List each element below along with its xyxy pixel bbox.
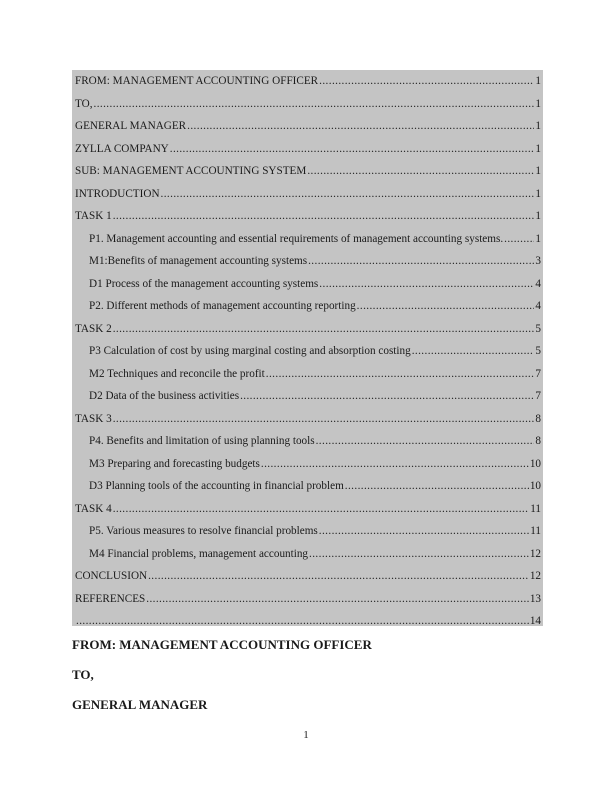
toc-entry-text: M4 Financial problems, management accounting (89, 548, 309, 560)
toc-entry[interactable] (75, 207, 541, 223)
toc-leader-dots (113, 322, 535, 336)
toc-entry-text: CONCLUSION (75, 570, 148, 582)
toc-entry-page: 10 (529, 458, 541, 470)
toc-entry-text: D2 Data of the business activities (89, 390, 240, 402)
toc-entry-page: 4 (535, 278, 541, 290)
toc-leader-dots (266, 367, 535, 381)
toc-entry-page: 13 (529, 593, 541, 605)
general-manager-heading: GENERAL MANAGER (72, 697, 208, 712)
toc-entry-text: M2 Techniques and reconcile the profit (89, 368, 265, 380)
toc-entry[interactable] (75, 162, 541, 178)
toc-entry-page: 1 (535, 75, 541, 87)
toc-entry[interactable] (89, 365, 541, 381)
toc-entry-page: 3 (535, 255, 541, 267)
toc-entry-text: TO, (75, 98, 93, 110)
toc-entry-text: ZYLLA COMPANY (75, 143, 169, 155)
toc-entry-page: 12 (529, 570, 541, 582)
toc-entry-page: 11 (530, 525, 541, 537)
toc-entry-page: 5 (535, 323, 541, 335)
toc-leader-dots (94, 97, 535, 111)
toc-entry[interactable] (89, 432, 541, 448)
toc-entry-text: P5. Various measures to resolve financial problems (89, 525, 318, 537)
toc-entry[interactable] (75, 140, 541, 156)
toc-entry[interactable] (89, 455, 541, 471)
toc-entry[interactable] (75, 72, 541, 88)
toc-entry[interactable] (75, 567, 541, 583)
table-of-contents (72, 70, 543, 626)
toc-entry-page: 7 (535, 390, 541, 402)
toc-entry-text: P1. Management accounting and essential requirements of management accounting systems. (89, 233, 504, 245)
toc-leader-dots (113, 502, 530, 516)
toc-entry-page: 1 (535, 165, 541, 177)
toc-leader-dots (412, 344, 535, 358)
toc-leader-dots (357, 299, 535, 313)
toc-entry-page: 11 (530, 503, 541, 515)
toc-leader-dots (240, 389, 534, 403)
toc-entry-text: SUB: MANAGEMENT ACCOUNTING SYSTEM (75, 165, 307, 177)
toc-leader-dots (170, 142, 535, 156)
toc-entry-page: 14 (529, 615, 541, 627)
toc-leader-dots (113, 412, 535, 426)
toc-entry[interactable] (75, 612, 541, 628)
toc-leader-dots (76, 614, 529, 628)
toc-entry-text: TASK 1 (75, 210, 112, 222)
toc-entry-page: 1 (535, 98, 541, 110)
toc-leader-dots (113, 209, 535, 223)
toc-entry[interactable] (89, 275, 541, 291)
toc-entry-page: 10 (529, 480, 541, 492)
toc-leader-dots (319, 524, 529, 538)
toc-entry-text: D1 Process of the management accounting systems (89, 278, 319, 290)
toc-leader-dots (319, 74, 534, 88)
toc-entry-text: GENERAL MANAGER (75, 120, 187, 132)
toc-entry-page: 1 (535, 210, 541, 222)
from-heading: FROM: MANAGEMENT ACCOUNTING OFFICER (72, 637, 372, 652)
toc-entry-text: M3 Preparing and forecasting budgets (89, 458, 260, 470)
toc-entry-text: D3 Planning tools of the accounting in financial problem (89, 480, 344, 492)
toc-leader-dots (319, 277, 534, 291)
toc-entry-page: 8 (535, 435, 541, 447)
toc-leader-dots (187, 119, 534, 133)
toc-entry[interactable] (89, 477, 541, 493)
toc-entry-page: 12 (529, 548, 541, 560)
page-number: 1 (303, 729, 309, 741)
toc-leader-dots (316, 434, 535, 448)
toc-leader-dots (307, 164, 534, 178)
toc-entry[interactable] (75, 95, 541, 111)
toc-entry-text: P2. Different methods of management accounting reporting (89, 300, 356, 312)
toc-entry-page: 5 (535, 345, 541, 357)
toc-entry-page: 7 (535, 368, 541, 380)
toc-entry-text: TASK 2 (75, 323, 112, 335)
toc-entry[interactable] (75, 117, 541, 133)
toc-entry[interactable] (75, 500, 541, 516)
toc-entry-page: 1 (535, 143, 541, 155)
toc-entry-page: 1 (535, 188, 541, 200)
toc-entry-text: INTRODUCTION (75, 188, 160, 200)
toc-entry-text: P3 Calculation of cost by using marginal costing and absorption costing (89, 345, 411, 357)
toc-leader-dots (504, 232, 534, 246)
toc-leader-dots (161, 187, 535, 201)
toc-entry-page: 1 (535, 120, 541, 132)
toc-entry[interactable] (75, 185, 541, 201)
toc-leader-dots (261, 457, 529, 471)
toc-entry[interactable] (89, 522, 541, 538)
to-heading: TO, (72, 667, 94, 682)
toc-entry-text: TASK 3 (75, 413, 112, 425)
toc-entry[interactable] (75, 590, 541, 606)
toc-leader-dots (148, 569, 529, 583)
toc-entry-text: M1:Benefits of management accounting systems (89, 255, 308, 267)
toc-entry-text: P4. Benefits and limitation of using planning tools (89, 435, 315, 447)
toc-entry[interactable] (89, 387, 541, 403)
toc-entry-page: 8 (535, 413, 541, 425)
toc-entry[interactable] (89, 297, 541, 313)
toc-leader-dots (308, 254, 534, 268)
toc-leader-dots (146, 592, 529, 606)
toc-entry-page: 1 (535, 233, 541, 245)
toc-entry[interactable] (89, 252, 541, 268)
toc-leader-dots (309, 547, 529, 561)
toc-entry-text: FROM: MANAGEMENT ACCOUNTING OFFICER (75, 75, 319, 87)
toc-entry-text: REFERENCES (75, 593, 146, 605)
toc-leader-dots (345, 479, 529, 493)
toc-entry[interactable] (89, 545, 541, 561)
toc-entry[interactable] (75, 410, 541, 426)
toc-entry[interactable] (89, 342, 541, 358)
toc-entry-page: 4 (535, 300, 541, 312)
toc-entry-text: TASK 4 (75, 503, 112, 515)
toc-entry[interactable] (75, 320, 541, 336)
toc-entry[interactable] (89, 230, 541, 246)
